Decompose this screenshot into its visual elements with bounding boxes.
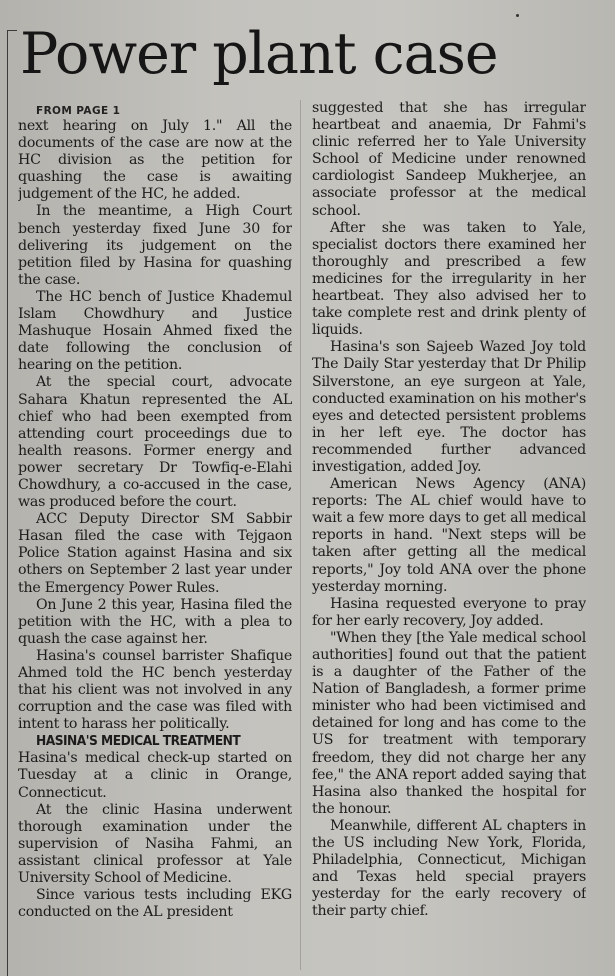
continuation-kicker: FROM PAGE 1: [36, 105, 121, 117]
column-rule-top: [7, 30, 17, 31]
paragraph: Hasina's son Sajeeb Wazed Joy told The Daily Star yesterday that Dr Philip Silverstone, an eye surgeon at Yale, conducted examination on his mother's eyes and detected persistent problems in her left eye. The doctor has recommended further advanced investigation, added Joy.: [312, 339, 586, 475]
paragraph: next hearing on July 1." All the documents of the case are now at the HC division as the petition for quashing the case is awaiting judgement of the HC, he added.: [18, 118, 292, 203]
paragraph: At the clinic Hasina underwent thorough examination under the supervision of Nasiha Fahmi, an assistant clinical professor at Yale University School of Medicine.: [18, 801, 292, 887]
column-gutter: [300, 100, 301, 970]
paragraph: American News Agency (ANA) reports: The AL chief would have to wait a few more days to get all medical reports in hand. "Next steps will be taken after getting all the medical reports," Joy told ANA over the phone yesterday morning.: [312, 476, 586, 595]
paragraph: At the special court, advocate Sahara Khatun represented the AL chief who had been exempted from attending court proceedings due to health reasons. Former energy and power secretary Dr Towfiq-e-Elahi Chowdhury, a co-accused in the case, was produced before the court.: [18, 374, 292, 511]
paragraph: Hasina's medical check-up started on Tuesday at a clinic in Orange, Connecticut.: [18, 750, 292, 801]
paragraph: On June 2 this year, Hasina filed the petition with the HC, with a plea to quash the case against her.: [18, 596, 292, 647]
headline: Power plant case: [20, 21, 498, 87]
paragraph: "When they [the Yale medical school authorities] found out that the patient is a daughter of the Father of the Nation of Bangladesh, a former prime minister who had been victimised and detained for long and has come to the US for treatment with temporary freedom, they did not charge her any fee," the ANA report added saying that Hasina also thanked the hospital for the honour.: [312, 629, 586, 817]
article-column-2: [312, 100, 586, 970]
section-subhead: HASINA'S MEDICAL TREATMENT: [36, 733, 241, 750]
column-rule-left: [7, 30, 8, 976]
paragraph: The HC bench of Justice Khademul Islam Chowdhury and Justice Mashuque Hosain Ahmed fixed the date following the conclusion of hearing on the petition.: [18, 288, 292, 374]
paragraph: Hasina requested everyone to pray for her early recovery, Joy added.: [312, 595, 586, 629]
paragraph: ACC Deputy Director SM Sabbir Hasan filed the case with Tejgaon Police Station against Hasina and six others on September 2 last year under the Emergency Power Rules.: [18, 511, 292, 596]
paragraph: Meanwhile, different AL chapters in the US including New York, Florida, Philadelphia, Connecticut, Michigan and Texas held special prayers yesterday for the early recovery of their party chief.: [312, 817, 586, 920]
paragraph: Since various tests including EKG conducted on the AL president: [18, 887, 292, 921]
paragraph: Hasina's counsel barrister Shafique Ahmed told the HC bench yesterday that his client was not involved in any corruption and the case was filed with intent to harass her politically.: [18, 647, 292, 733]
print-speck: [516, 14, 519, 17]
paragraph: suggested that she has irregular heartbeat and anaemia, Dr Fahmi's clinic referred her to Yale University School of Medicine under renowned cardiologist Sandeep Mukherjee, an associate professor at the medical school.: [312, 100, 586, 219]
article-column-1: [18, 104, 292, 974]
paragraph: After she was taken to Yale, specialist doctors there examined her thoroughly and prescribed a few medicines for the irregularity in her heartbeat. They also advised her to take complete rest and drink plenty of liquids.: [312, 219, 586, 339]
paragraph: In the meantime, a High Court bench yesterday fixed June 30 for delivering its judgement on the petition filed by Hasina for quashing the case.: [18, 203, 292, 288]
